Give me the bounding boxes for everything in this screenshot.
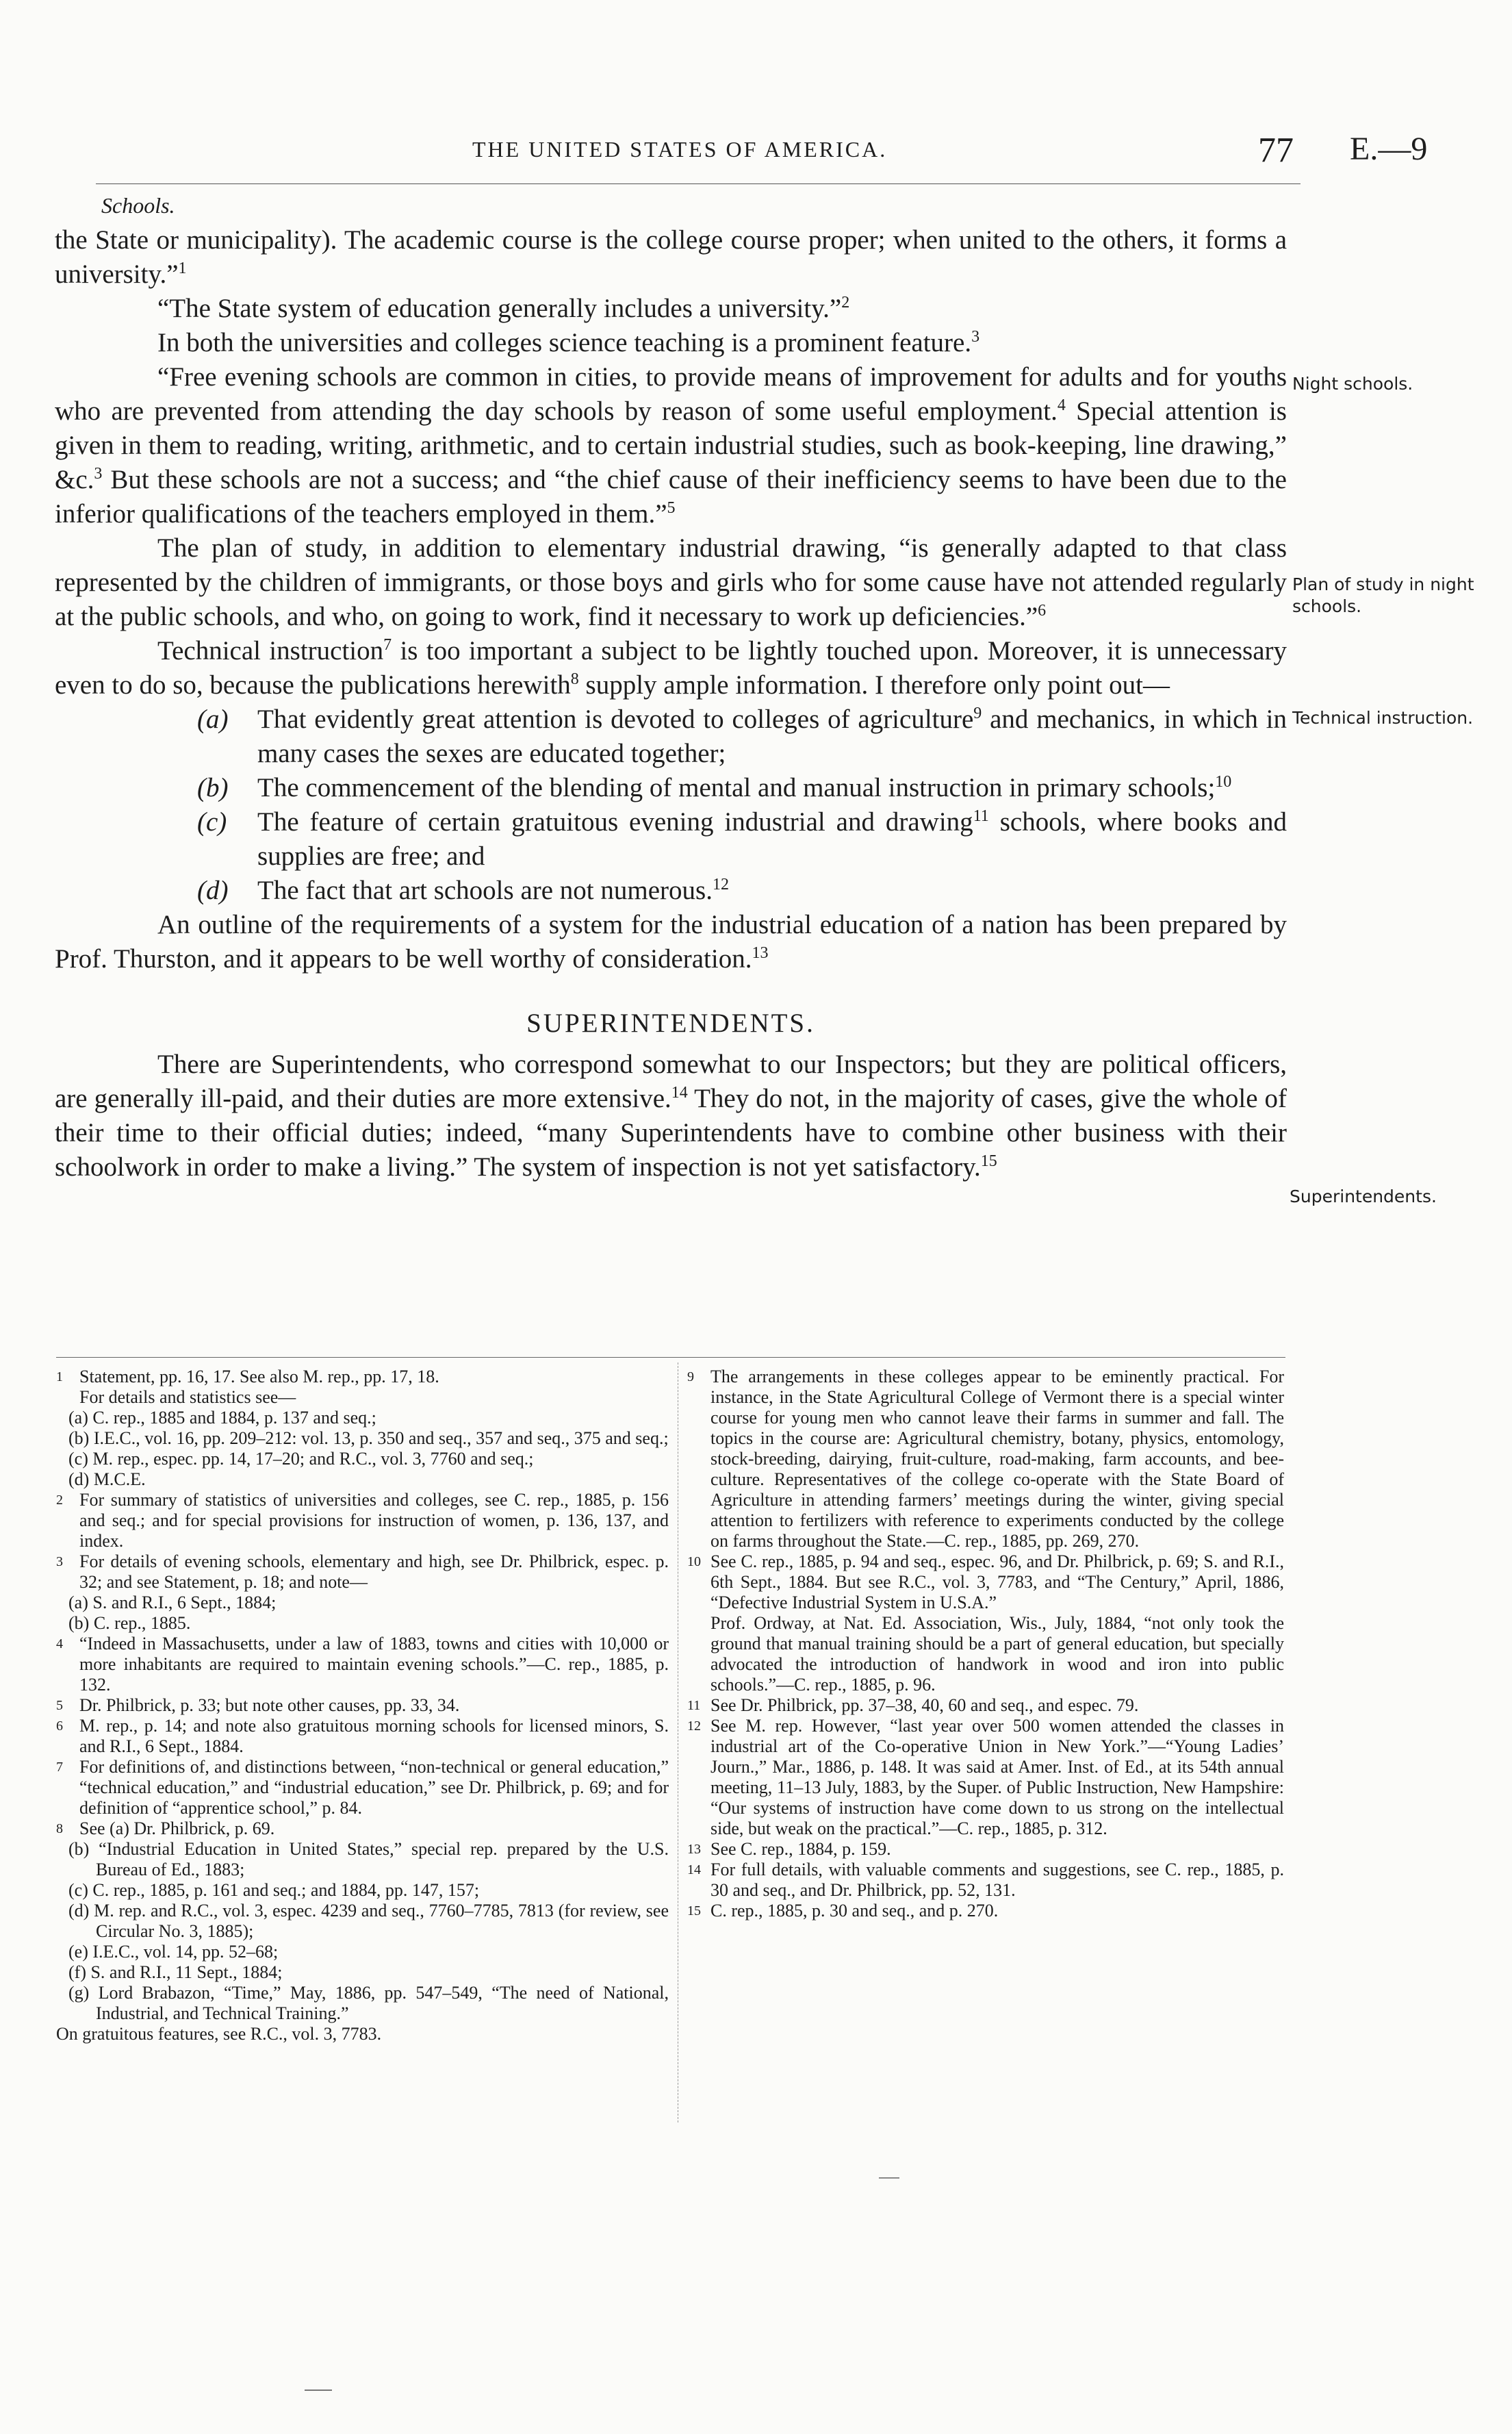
running-header-title: THE UNITED STATES OF AMERICA. <box>472 137 888 162</box>
section-heading-superintendents: SUPERINTENDENTS. <box>526 1009 815 1038</box>
footnote-4 <box>56 1634 669 1695</box>
footnote-number: 11 <box>687 1698 701 1713</box>
footnote-6 <box>56 1716 669 1757</box>
footnote-text: See Dr. Philbrick, pp. 37–38, 40, 60 and seq., and espec. 79. <box>710 1695 1139 1715</box>
footnote-14 <box>687 1860 1284 1901</box>
footnote-text: Dr. Philbrick, p. 33; but note other causes, pp. 33, 34. <box>79 1695 460 1715</box>
footnote-rule <box>56 1357 1285 1358</box>
footnote-number: 9 <box>687 1369 694 1384</box>
footnote-8 <box>56 1818 669 1839</box>
paragraph-1: the State or municipality). The academic course is the college course proper; when united to the others, it forms a university.”$^1$ <box>55 225 1287 289</box>
footnotes-right-column <box>687 1367 1284 1921</box>
footnote-text: “Indeed in Massachusetts, under a law of 1883, towns and cities with 10,000 or more inhabitants are required to maintain evening schools.”—C. rep., 1885, p. 132. <box>79 1634 669 1695</box>
footnote-1 <box>56 1367 669 1387</box>
header-rule <box>96 183 1300 184</box>
footnote-7 <box>56 1757 669 1818</box>
enumerated-list <box>55 702 1287 908</box>
footnote-number: 13 <box>687 1842 701 1857</box>
footnote-number: 1 <box>56 1369 63 1384</box>
stray-mark <box>879 2177 899 2179</box>
footnote-text: C. rep., 1885, p. 30 and seq., and p. 270. <box>710 1901 999 1920</box>
schools-margin-tag: Schools. <box>101 193 175 218</box>
footnote-number: 10 <box>687 1554 701 1569</box>
paragraph-2: “The State system of education generally includes a university.”$^2$ <box>157 294 850 323</box>
footnote-subitem: (b) “Industrial Education in United States,” special rep. prepared by the U.S. Bureau of Ed., 1883; <box>68 1839 669 1879</box>
footnote-subitem: (d) M.C.E. <box>68 1469 146 1489</box>
footnotes-left-column <box>56 1367 669 2044</box>
footnote-subitem: (c) M. rep., espec. pp. 14, 17–20; and R.C., vol. 3, 7760 and seq.; <box>68 1449 534 1469</box>
footnote-number: 2 <box>56 1493 63 1508</box>
footnote-text: For summary of statistics of universities and colleges, see C. rep., 1885, p. 156 and seq.; and for special provisions for instruction of women, p. 136, 137, and index. <box>79 1490 669 1551</box>
paragraph-superintendents: There are Superintendents, who correspond somewhat to our Inspectors; but they are political officers, are generally ill-paid, and their duties are more extensive.$^{14}$ They do not, in the majority of cases, give the whole of their time to their official duties; indeed, “many Superintendents have to combine other business with their schoolwork in order to make a living.” The system of inspection is not yet satisfactory.$^{15}$ <box>55 1050 1287 1182</box>
footnote-number: 4 <box>56 1636 63 1651</box>
footnote-text: For details of evening schools, elementary and high, see Dr. Philbrick, espec. p. 32; and see Statement, p. 18; and note— <box>79 1551 669 1592</box>
paragraph-3: In both the universities and colleges science teaching is a prominent feature.$^3$ <box>157 328 980 357</box>
footnote-number: 15 <box>687 1903 701 1918</box>
footnote-subitem: (g) Lord Brabazon, “Time,” May, 1886, pp. 547–549, “The need of National, Industrial, and Technical Training.” <box>68 1983 669 2023</box>
footnote-12 <box>687 1716 1284 1839</box>
footnote-2 <box>56 1490 669 1551</box>
footnote-text: See M. rep. However, “last year over 500 women attended the classes in industrial art of the Co-operative Union in New York.”—“Young Ladies’ Journ.,” Mar., 1886, p. 148. It was said at Amer. Inst. of Ed., at its 54th annual meeting, 11–13 July, 1883, by the Super. of Public Instruction, New Hampshire: “Our systems of instruction have come down to us strong on the intellectual side, but weak on the practical.”—C. rep., 1885, p. 312. <box>710 1716 1284 1838</box>
page-number: 77 <box>1258 131 1294 170</box>
footnote-number: 7 <box>56 1760 63 1775</box>
footnote-text: The arrangements in these colleges appear to be eminently practical. For instance, in the State Agricultural College of Vermont there is a special winter course for young men who cannot leave their farms in summer and fall. The topics in the course are: Agricultural chemistry, botany, physics, entomology, stock-breeding, dairying, fruit-culture, road-making, farm accounts, and bee-culture. Representatives of the college co-operate with the State Board of Agriculture in attending farmers’ meetings during the winter, giving special attention to fertilizers with reference to experiments conducted by the college on farms throughout the State.—C. rep., 1885, pp. 269, 270. <box>710 1367 1284 1551</box>
footnote-text: M. rep., p. 14; and note also gratuitous morning schools for licensed minors, S. and R.I., 6 Sept., 1884. <box>79 1716 669 1756</box>
margin-note-plan-of-study: Plan of study in night schools. <box>1292 574 1474 616</box>
footnote-subitem: (d) M. rep. and R.C., vol. 3, espec. 4239 and seq., 7760–7785, 7813 (for review, see Circular No. 3, 1885); <box>68 1901 669 1941</box>
footnote-subitem: (f) S. and R.I., 11 Sept., 1884; <box>68 1962 283 1982</box>
footnote-subitem: (a) S. and R.I., 6 Sept., 1884; <box>68 1593 277 1612</box>
footnote-13 <box>687 1839 1284 1860</box>
paragraph-technical: Technical instruction$^7$ is too important a subject to be lightly touched upon. Moreover, it is unnecessary even to do so, because the publications herewith$^8$ supply ample information. I therefore only point out— <box>55 636 1287 700</box>
footnote-text: See C. rep., 1884, p. 159. <box>710 1839 891 1859</box>
main-text <box>55 223 1287 1184</box>
paragraph-night-schools: “Free evening schools are common in cities, to provide means of improvement for adults and for youths who are prevented from attending the day schools by reason of some useful employment.$^4$ Special attention is given in them to reading, writing, arithmetic, and to certain industrial studies, such as book-keeping, line drawing,” &c.$^3$ But these schools are not a success; and “the chief cause of their inefficiency seems to have been due to the inferior qualifications of the teachers employed in them.”$^5$ <box>55 362 1287 529</box>
list-item: (a) That evidently great attention is devoted to colleges of agriculture$^9$ and mechanics, in which in many cases the sexes are educated together; <box>197 705 1287 768</box>
footnote-15 <box>687 1901 1284 1921</box>
paragraph-thurston: An outline of the requirements of a system for the industrial education of a nation has been prepared by Prof. Thurston, and it appears to be well worthy of consideration.$^{13}$ <box>55 910 1287 974</box>
footnote-9 <box>687 1367 1284 1551</box>
footnote-subitem: (b) C. rep., 1885. <box>68 1613 191 1633</box>
stray-mark <box>305 2389 332 2391</box>
footnote-11 <box>687 1695 1284 1716</box>
footnote-text: See (a) Dr. Philbrick, p. 69. <box>79 1818 275 1838</box>
footnote-text: For definitions of, and distinctions between, “non-technical or general education,” “technical education,” and “industrial education,” see Dr. Philbrick, p. 69; and for definition of “apprentice school,” p. 84. <box>79 1757 669 1818</box>
footnote-text: See C. rep., 1885, p. 94 and seq., espec. 96, and Dr. Philbrick, p. 69; S. and R.I., 6th Sept., 1884. But see R.C., vol. 3, 7783, and “The Century,” April, 1886, “Defective Industrial System in U.S.A.” <box>710 1551 1284 1612</box>
footnote-subitem: (a) C. rep., 1885 and 1884, p. 137 and seq.; <box>68 1408 376 1428</box>
list-item: (b) The commencement of the blending of mental and manual instruction in primary schools;$^{10}$ <box>197 773 1232 802</box>
footnote-subitem: (e) I.E.C., vol. 14, pp. 52–68; <box>68 1942 279 1962</box>
margin-note-superintendents: Superintendents. <box>1290 1187 1437 1206</box>
footnote-subitem: (c) C. rep., 1885, p. 161 and seq.; and 1884, pp. 147, 157; <box>68 1880 480 1900</box>
footnote-3 <box>56 1551 669 1593</box>
footnote-continuation: For details and statistics see— <box>79 1387 296 1407</box>
list-item: (d) The fact that art schools are not numerous.$^{12}$ <box>197 876 729 905</box>
footnote-number: 14 <box>687 1862 701 1877</box>
footnote-number: 5 <box>56 1698 63 1713</box>
margin-note-technical: Technical instruction. <box>1292 708 1474 728</box>
list-item: (c) The feature of certain gratuitous evening industrial and drawing$^{11}$ schools, where books and supplies are free; and <box>197 807 1287 871</box>
paragraph-plan-of-study: The plan of study, in addition to elementary industrial drawing, “is generally adapted to that class represented by the children of immigrants, or those boys and girls who for some cause have not attended regularly at the public schools, and who, on going to work, find it necessary to work up deficiencies.”$^6$ <box>55 533 1287 631</box>
footnote-10 <box>687 1551 1284 1613</box>
footnote-continuation: On gratuitous features, see R.C., vol. 3, 7783. <box>56 2024 382 2044</box>
footnote-text: For full details, with valuable comments and suggestions, see C. rep., 1885, p. 30 and seq., and Dr. Philbrick, pp. 52, 131. <box>710 1860 1284 1900</box>
footnote-continuation: Prof. Ordway, at Nat. Ed. Association, Wis., July, 1884, “not only took the ground that manual training should be a part of general education, but specially advocated the introduction of handwork in wood and iron into public schools.”—C. rep., 1885, p. 96. <box>710 1613 1284 1695</box>
footnote-text: Statement, pp. 16, 17. See also M. rep., pp. 17, 18. <box>79 1367 439 1386</box>
footnote-number: 12 <box>687 1719 701 1734</box>
margin-note-night-schools: Night schools. <box>1292 374 1413 394</box>
footnote-subitem: (b) I.E.C., vol. 16, pp. 209–212: vol. 13, p. 350 and seq., 357 and seq., 375 and seq.; <box>68 1428 669 1448</box>
footnote-5 <box>56 1695 669 1716</box>
footnote-number: 3 <box>56 1554 63 1569</box>
section-code: E.—9 <box>1350 131 1428 167</box>
footnote-number: 8 <box>56 1821 63 1836</box>
footnote-number: 6 <box>56 1719 63 1734</box>
